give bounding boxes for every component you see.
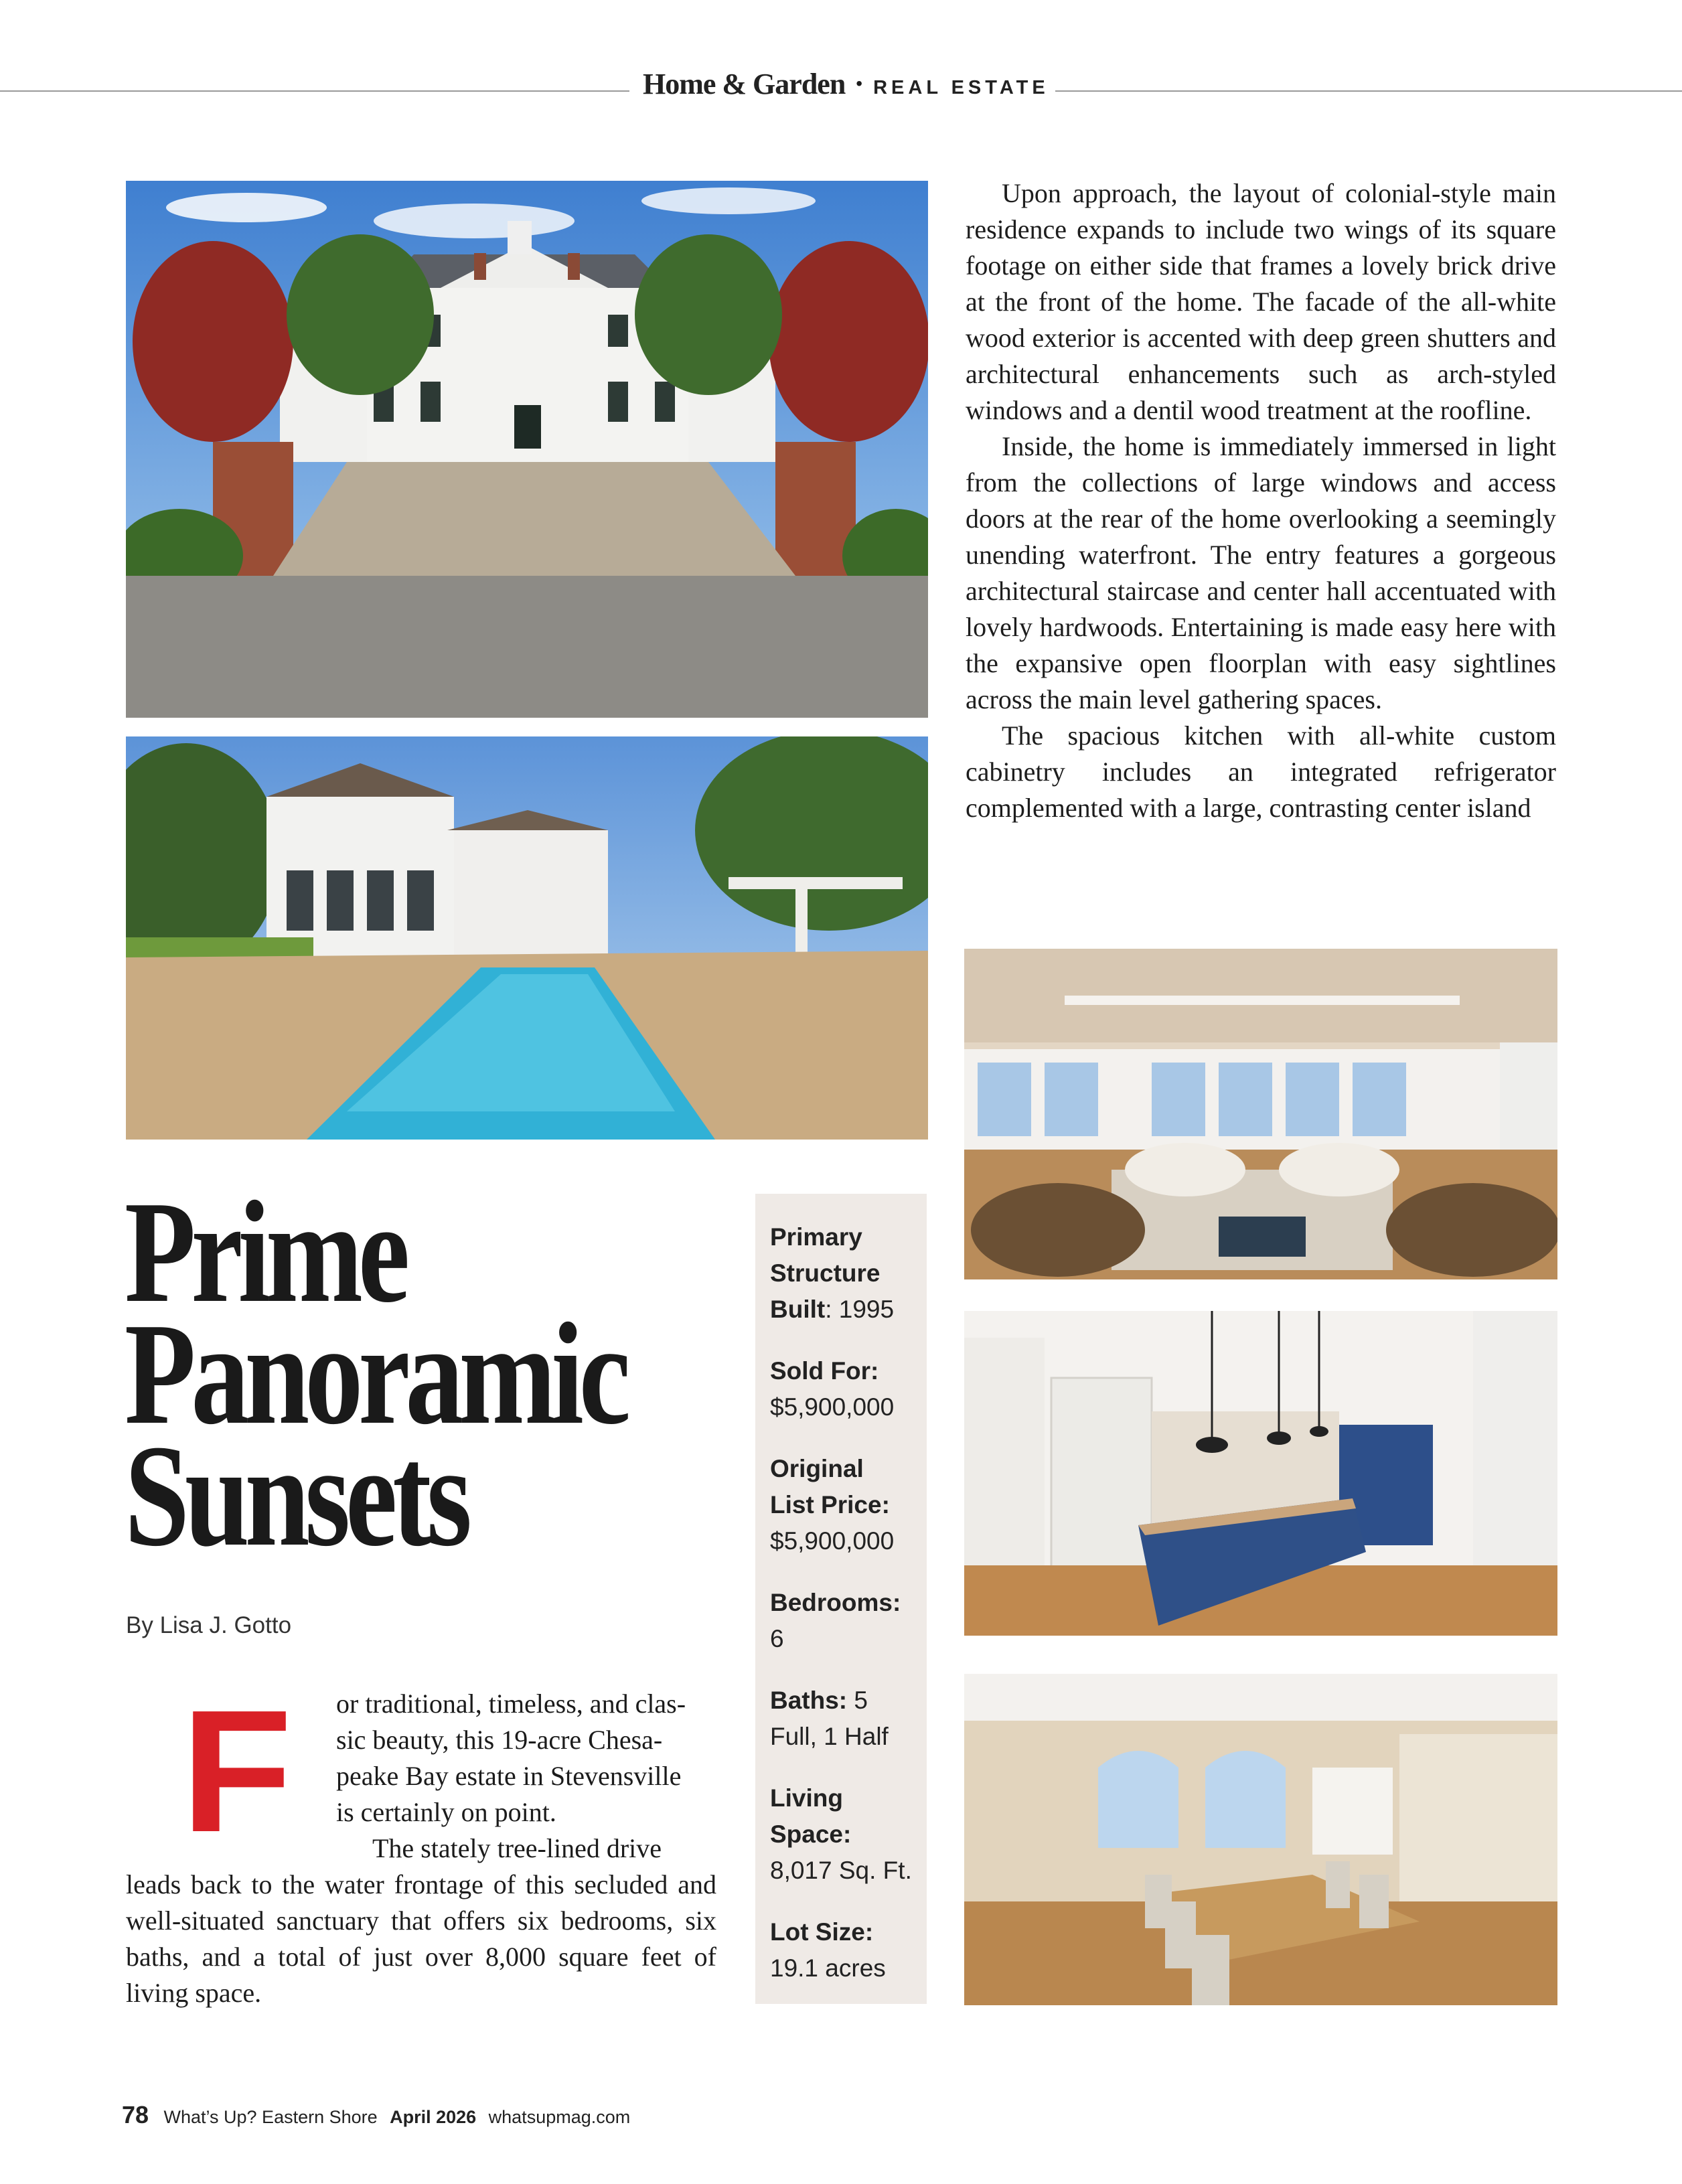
fact-built — [770, 1219, 912, 1328]
fact-bedrooms-value: 6 — [770, 1625, 784, 1652]
title-line-3: Sunsets — [125, 1415, 467, 1577]
intro-line-3: peake Bay estate in Stevensville — [336, 1761, 682, 1791]
article-body-right-column — [966, 175, 1556, 826]
property-facts-sidebar — [755, 1194, 927, 2004]
page-number: 78 — [122, 2101, 149, 2128]
byline: By Lisa J. Gotto — [126, 1612, 292, 1638]
body-paragraph-approach: Upon approach, the layout of colonial-style main residence expands to include two wings of its square footage on either side that frames a lovely brick drive at the front of the home. The facade of the all-white wood exterior is accented with deep green shutters and architectural enhancements such as arch-styled windows and a dentil wood treatment at the roofline. — [966, 178, 1556, 425]
header-rule-right — [1055, 90, 1682, 92]
section-brand: Home & Garden — [643, 68, 846, 100]
fact-sold-for-label: Sold For: — [770, 1357, 879, 1385]
fact-built-label: Primary Structure Built — [770, 1223, 881, 1323]
fact-living-space-label: Living Space: — [770, 1784, 852, 1848]
title-line-1: Prime — [125, 1172, 406, 1333]
intro-continuation: leads back to the water frontage of this secluded and well-situated sanctuary that offers six bedrooms, six baths, and a total of just over 8,000 square feet of living space. — [126, 1869, 716, 2008]
fact-living-space-value: 8,017 Sq. Ft. — [770, 1857, 912, 1884]
drop-cap: F — [181, 1674, 293, 1869]
article-title — [125, 1172, 626, 1577]
header-separator: • — [856, 73, 863, 94]
publication-name: What’s Up? Eastern Shore — [163, 2107, 378, 2127]
intro-line-2: sic beauty, this 19-acre Chesa- — [336, 1725, 663, 1755]
photo-living-room — [964, 949, 1557, 1279]
fact-lot-size-label: Lot Size: — [770, 1918, 874, 1946]
fact-list-price-label: Original List Price: — [770, 1455, 890, 1518]
page-footer — [122, 2101, 630, 2129]
title-line-2: Panoramic — [125, 1294, 626, 1455]
website-link[interactable]: whatsupmag.com — [488, 2107, 631, 2127]
fact-bedrooms-label: Bedrooms: — [770, 1589, 901, 1616]
photo-house-front — [126, 181, 928, 718]
photo-dining-room — [964, 1674, 1557, 2005]
fact-lot-size-value: 19.1 acres — [770, 1954, 886, 1982]
fact-baths-value: 5 Full, 1 Half — [770, 1687, 889, 1750]
photo-kitchen — [964, 1311, 1557, 1636]
fact-baths — [770, 1683, 912, 1755]
section-header — [643, 67, 1049, 101]
fact-list-price-value: $5,900,000 — [770, 1527, 895, 1555]
fact-built-value: : 1995 — [825, 1296, 895, 1323]
intro-line-1: or traditional, timeless, and clas- — [336, 1689, 686, 1719]
fact-sold-for-value: $5,900,000 — [770, 1393, 895, 1421]
intro-line-4: is certainly on point. — [336, 1797, 556, 1827]
photo-pool — [126, 736, 928, 1140]
fact-bedrooms — [770, 1585, 912, 1657]
issue-date: April 2026 — [390, 2107, 477, 2127]
intro-body — [126, 1867, 716, 2011]
body-paragraph-inside: Inside, the home is immediately immersed in light from the collections of large windows and access doors at the rear of the home overlooking a seemingly unending waterfront. The entry features a gorgeous architectural staircase and center hall accentuated with lovely hardwoods. Entertaining is made easy here with the expansive open floorplan with easy sightlines across the main level gathering spaces. — [966, 431, 1556, 714]
header-rule-left — [0, 90, 629, 92]
fact-sold-for — [770, 1353, 912, 1425]
body-paragraph-kitchen: The spacious kitchen with all-white custom cabinetry includes an integrated refrigerator complemented with a large, contrasting center island — [966, 720, 1556, 823]
fact-list-price — [770, 1451, 912, 1559]
section-label: REAL ESTATE — [873, 77, 1049, 98]
intro-line-5: The stately tree-lined drive — [372, 1833, 662, 1863]
fact-baths-label: Baths: — [770, 1687, 848, 1714]
fact-living-space — [770, 1780, 912, 1889]
fact-lot-size — [770, 1914, 912, 1986]
